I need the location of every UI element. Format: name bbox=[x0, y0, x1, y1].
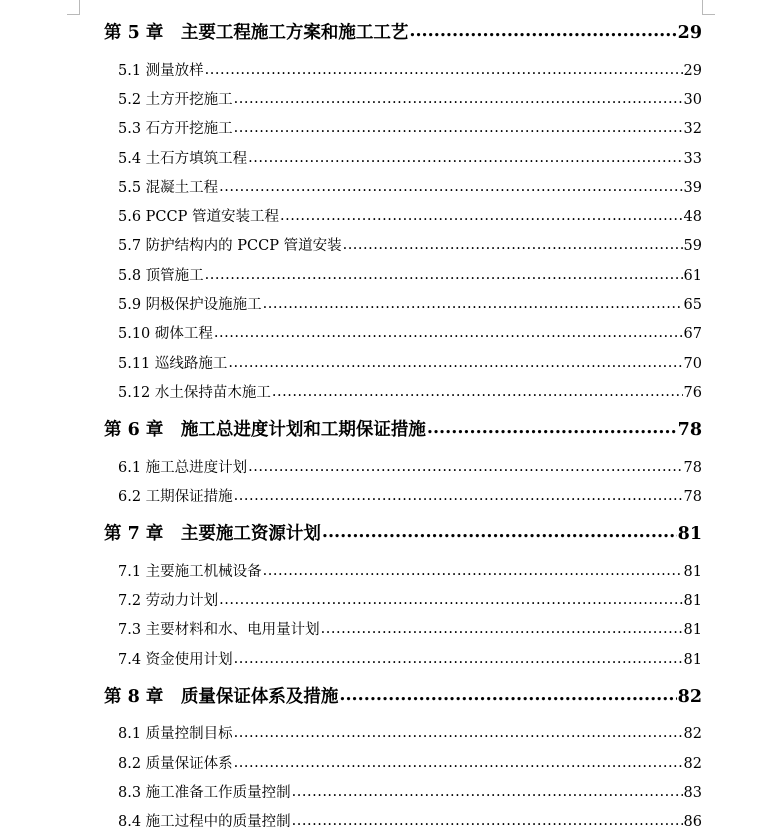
toc-leader-dots bbox=[219, 178, 682, 193]
toc-label: 第 5 章 主要工程施工方案和施工工艺 bbox=[104, 23, 409, 43]
toc-section-5-2[interactable] bbox=[118, 88, 702, 109]
toc-leader-dots bbox=[280, 207, 683, 222]
toc-chapter-8[interactable] bbox=[104, 683, 702, 708]
toc-page-number: 82 bbox=[683, 756, 702, 772]
toc-page-number: 78 bbox=[683, 460, 702, 476]
toc-section-7-3[interactable] bbox=[118, 618, 702, 639]
toc-label: 7.2 劳动力计划 bbox=[118, 593, 219, 609]
toc-label: 5.10 砌体工程 bbox=[118, 326, 213, 342]
toc-page-number: 83 bbox=[683, 785, 702, 801]
toc-page-number: 86 bbox=[683, 814, 702, 830]
toc-page-number: 81 bbox=[683, 593, 702, 609]
toc-label: 6.1 施工总进度计划 bbox=[118, 460, 248, 476]
toc-section-8-3[interactable] bbox=[118, 781, 702, 802]
toc-section-6-1[interactable] bbox=[118, 456, 702, 477]
toc-leader-dots bbox=[263, 562, 683, 577]
toc-label: 5.4 土石方填筑工程 bbox=[118, 151, 248, 167]
toc-section-5-1[interactable] bbox=[118, 59, 702, 80]
toc-label: 5.1 测量放样 bbox=[118, 63, 204, 79]
toc-section-7-2[interactable] bbox=[118, 589, 702, 610]
toc-label: 5.2 土方开挖施工 bbox=[118, 92, 233, 108]
toc-label: 7.4 资金使用计划 bbox=[118, 652, 233, 668]
toc-label: 5.7 防护结构内的 PCCP 管道安装 bbox=[118, 238, 342, 254]
toc-page-number: 67 bbox=[683, 326, 702, 342]
toc-section-5-4[interactable] bbox=[118, 147, 702, 168]
toc-page-number: 59 bbox=[683, 238, 702, 254]
toc-label: 第 6 章 施工总进度计划和工期保证措施 bbox=[104, 420, 426, 440]
toc-section-8-1[interactable] bbox=[118, 722, 702, 743]
toc-label: 第 8 章 质量保证体系及措施 bbox=[104, 687, 339, 707]
toc-page-number: 81 bbox=[683, 564, 702, 580]
toc-page-number: 29 bbox=[683, 63, 702, 79]
toc-page-number: 39 bbox=[683, 180, 702, 196]
toc-leader-dots bbox=[219, 591, 682, 606]
toc-page-number: 65 bbox=[683, 297, 702, 313]
toc-leader-dots bbox=[339, 685, 676, 703]
toc-section-5-5[interactable] bbox=[118, 176, 702, 197]
toc-section-8-2[interactable] bbox=[118, 752, 702, 773]
toc-section-5-12[interactable] bbox=[118, 381, 702, 402]
toc-page-number: 81 bbox=[677, 524, 702, 544]
toc-label: 8.4 施工过程中的质量控制 bbox=[118, 814, 291, 830]
toc-page-number: 32 bbox=[683, 121, 702, 137]
toc-page-number: 76 bbox=[683, 385, 702, 401]
toc-label: 8.2 质量保证体系 bbox=[118, 756, 233, 772]
toc-page-number: 78 bbox=[683, 489, 702, 505]
toc-label: 8.3 施工准备工作质量控制 bbox=[118, 785, 291, 801]
toc-section-5-6[interactable] bbox=[118, 205, 702, 226]
toc-label: 5.3 石方开挖施工 bbox=[118, 121, 233, 137]
toc-section-5-9[interactable] bbox=[118, 293, 702, 314]
toc-section-6-2[interactable] bbox=[118, 485, 702, 506]
toc-section-5-7[interactable] bbox=[118, 234, 702, 255]
toc-leader-dots bbox=[234, 650, 683, 665]
toc-leader-dots bbox=[263, 295, 683, 310]
toc-chapter-6[interactable] bbox=[104, 416, 702, 441]
toc-label: 7.1 主要施工机械设备 bbox=[118, 564, 262, 580]
toc-section-5-8[interactable] bbox=[118, 264, 702, 285]
toc-label: 5.8 顶管施工 bbox=[118, 268, 204, 284]
toc-leader-dots bbox=[234, 754, 683, 769]
toc-page-number: 33 bbox=[683, 151, 702, 167]
toc-label: 6.2 工期保证措施 bbox=[118, 489, 233, 505]
toc-leader-dots bbox=[234, 724, 683, 739]
toc-leader-dots bbox=[322, 522, 677, 540]
toc-page-number: 82 bbox=[677, 687, 702, 707]
toc-leader-dots bbox=[205, 266, 683, 281]
toc-leader-dots bbox=[343, 236, 683, 251]
toc-page-number: 30 bbox=[683, 92, 702, 108]
toc-section-7-4[interactable] bbox=[118, 648, 702, 669]
toc-leader-dots bbox=[272, 383, 683, 398]
toc-leader-dots bbox=[228, 354, 682, 369]
toc-page-number: 81 bbox=[683, 652, 702, 668]
toc-page-number: 48 bbox=[683, 209, 702, 225]
toc-page-number: 70 bbox=[683, 356, 702, 372]
toc-section-8-4[interactable] bbox=[118, 810, 702, 831]
toc-leader-dots bbox=[205, 61, 683, 76]
toc-label: 5.6 PCCP 管道安装工程 bbox=[118, 209, 279, 225]
toc-leader-dots bbox=[248, 458, 682, 473]
toc-leader-dots bbox=[292, 783, 683, 798]
toc-page-number: 81 bbox=[683, 622, 702, 638]
toc-leader-dots bbox=[427, 418, 677, 436]
toc-label: 5.9 阴极保护设施施工 bbox=[118, 297, 262, 313]
toc-label: 第 7 章 主要施工资源计划 bbox=[104, 524, 321, 544]
toc-chapter-7[interactable] bbox=[104, 520, 702, 545]
toc-leader-dots bbox=[292, 812, 683, 827]
toc-section-7-1[interactable] bbox=[118, 560, 702, 581]
toc-leader-dots bbox=[234, 90, 683, 105]
toc-page-number: 78 bbox=[677, 420, 702, 440]
toc-leader-dots bbox=[248, 149, 682, 164]
toc-section-5-10[interactable] bbox=[118, 322, 702, 343]
toc-chapter-5[interactable] bbox=[104, 19, 702, 44]
toc-label: 5.11 巡线路施工 bbox=[118, 356, 228, 372]
toc-leader-dots bbox=[234, 119, 683, 134]
toc-label: 7.3 主要材料和水、电用量计划 bbox=[118, 622, 320, 638]
toc-page-number: 82 bbox=[683, 726, 702, 742]
toc-leader-dots bbox=[234, 487, 683, 502]
toc-label: 5.12 水土保持苗木施工 bbox=[118, 385, 271, 401]
toc-section-5-3[interactable] bbox=[118, 117, 702, 138]
toc-page-number: 61 bbox=[683, 268, 702, 284]
toc-label: 5.5 混凝土工程 bbox=[118, 180, 219, 196]
toc-section-5-11[interactable] bbox=[118, 352, 702, 373]
toc-page-number: 29 bbox=[677, 23, 702, 43]
toc-leader-dots bbox=[214, 324, 683, 339]
toc-leader-dots bbox=[321, 620, 683, 635]
toc-leader-dots bbox=[409, 21, 676, 39]
toc-label: 8.1 质量控制目标 bbox=[118, 726, 233, 742]
